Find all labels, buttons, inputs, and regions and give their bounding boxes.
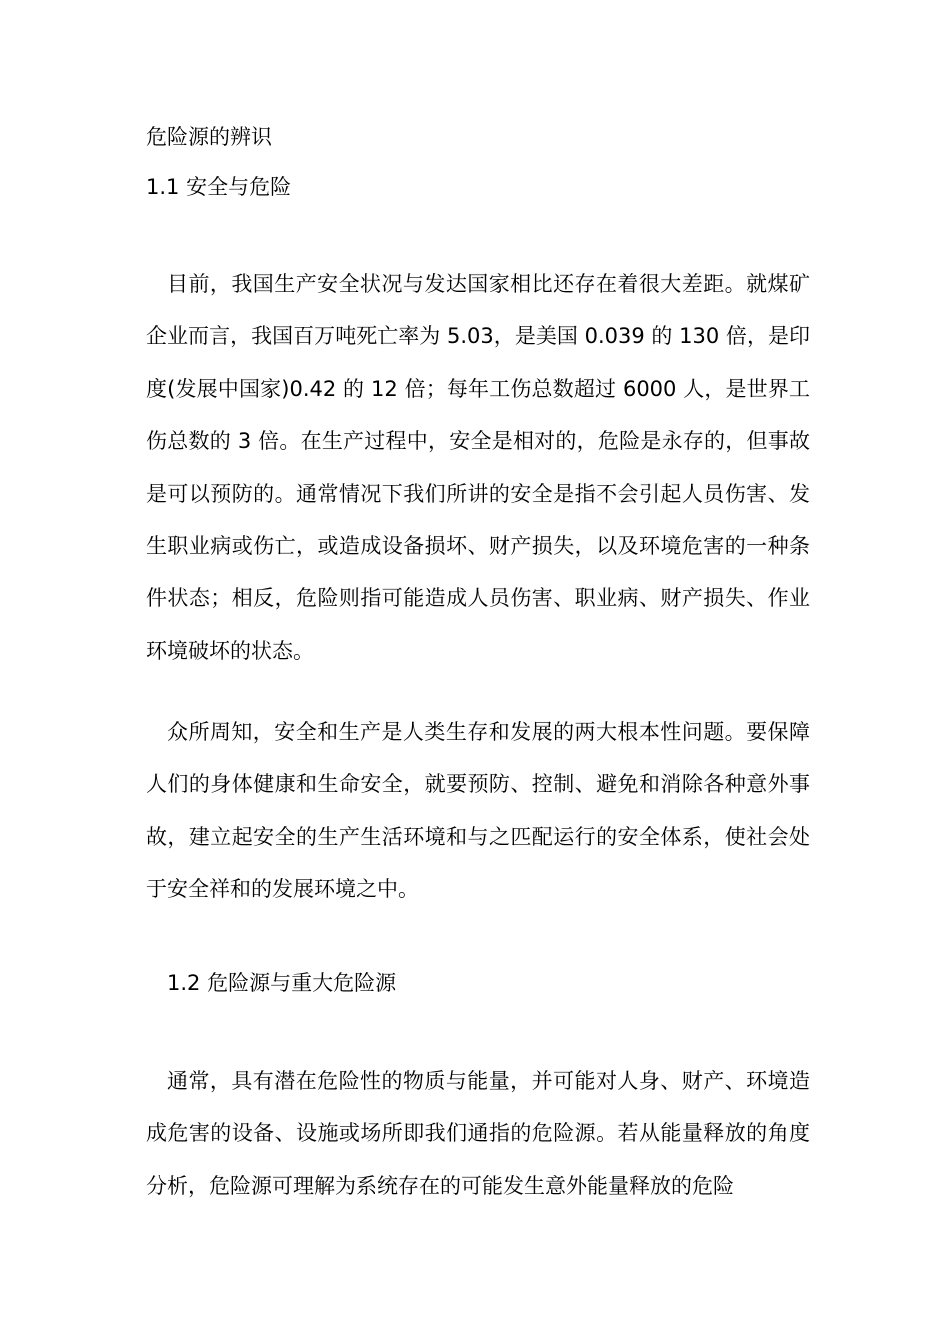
section-heading-1-2: 1.2 危险源与重大危险源 [167, 971, 397, 995]
paragraph-safety-status: 目前，我国生产安全状况与发达国家相比还存在着很大差距。就煤矿企业而言，我国百万吨死亡率为 5.03，是美国 0.039 的 130 倍，是印度(发展中国家)0.42 的 12 倍；每年工伤总数超过 6000 人，是世界工伤总数的 3 倍。在生产过程中，安全是相对的，危险是永存的，但事故是可以预防的。通常情况下我们所讲的安全是指不会引起人员伤害、发生职业病或伤亡，或造成设备损坏、财产损失，以及环境危害的一种条件状态；相反，危险则指可能造成人员伤害、职业病、财产损失、作业环境破坏的状态。 [146, 272, 810, 663]
paragraph-safety-production: 众所周知，安全和生产是人类生存和发展的两大根本性问题。要保障人们的身体健康和生命安全，就要预防、控制、避免和消除各种意外事故，建立起安全的生产生活环境和与之匹配运行的安全体系，使社会处于安全祥和的发展环境之中。 [146, 720, 810, 902]
paragraph-hazard-definition: 通常，具有潜在危险性的物质与能量，并可能对人身、财产、环境造成危害的设备、设施或场所即我们通指的危险源。若从能量释放的角度分析，危险源可理解为系统存在的可能发生意外能量释放的危险 [146, 1069, 810, 1198]
section-heading-1-1: 1.1 安全与危险 [146, 175, 292, 199]
document-title: 危险源的辨识 [146, 125, 272, 149]
